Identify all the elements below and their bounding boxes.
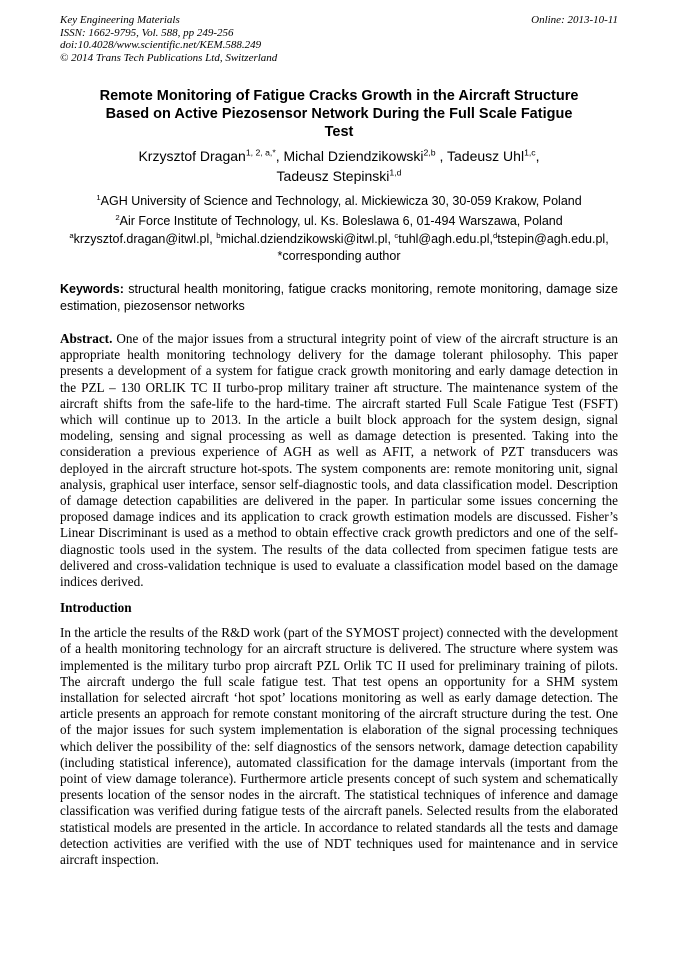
abstract-paragraph: Abstract. One of the major issues from a structural integrity point of view of the aircraft structure is an appropriate health monitoring technology delivery for the damage tolerant philosophy. This paper presents a development of a system for fatigue crack growth monitoring and early damage detection in the PZL – 130 ORLIK TC II turbo-prop military trainer aft structure. The maintenance system of the aircraft shifts from the safe-life to the hard-time. The aircraft started Full Scale Fatigue Test (FSFT) which will continue up to 2013. In the article a built block approach for the system design, signal modeling, sensing and signal processing as well as damage detection is presented. Taking into the consideration a previous experience of AGH as well as AFIT, a network of PZT transducers was deployed in the aircraft structure hot-spots. The system components are: remote monitoring unit, signal analysis, graphical user interface, sensor self-diagnostic tools, and data classification model. Description of damage detection capabilities are delivered in the paper. In particular some issues concerning the proposed damage indices and its application to crack growth estimation models are discussed. Fisher’s Linear Discriminant is used as a method to obtain effective crack growth predictors and one of the self-diagnostic tools used in the system. The results of the data collected from specimen fatigue tests are delivered and cross-validation technique is used to evaluate a classification model based on the damage indices derived. bbox=[60, 331, 618, 590]
doi-line: doi:10.4028/www.scientific.net/KEM.588.249 bbox=[60, 39, 262, 51]
keywords-paragraph: Keywords: structural health monitoring, fatigue cracks monitoring, remote monitoring, damage size estimation, piezosensor networks bbox=[60, 282, 618, 313]
author-line-2: Tadeusz Stepinski$^{1,d}$ bbox=[276, 167, 402, 184]
author-line-1: Krzysztof Dragan$^{1, 2, a,*}$, Michal Dziendzikowski$^{2,b}$ , Tadeusz Uhl$^{1,c}$, bbox=[138, 147, 540, 164]
paper-title-line-2: Based on Active Piezosensor Network During the Full Scale Fatigue bbox=[105, 106, 573, 122]
affiliations bbox=[60, 191, 618, 231]
introduction-paragraph: In the article the results of the R&D work (part of the SYMOST project) connected with the development of a health monitoring technology for an aircraft structure is delivered. The structure where system was implemented is the military turbo prop aircraft PZL Orlik TC II used for preliminary training of pilots. The aircraft undergo the full scale fatigue test. That test opens an opportunity for a SHM system installation for selected aircraft ‘hot spot’ locations monitoring as well as early damage detection. The article presents an approach for remote constant monitoring of the aircraft structure during the test. One of the major issues for such system implementation is elaboration of the signal processing techniques which deliver the possibility of the: self diagnostics of the sensors network, damage detection capability (including statistical inference), automated classification for the damage intervals (important from the point of view damage tolerance). Furthermore article presents concept of such system and schematically presents location of the sensor nodes in the aircraft. The statistical techniques of inference and damage classification was verified during fatigue tests of the aircraft panels. Selected results from the elaborated statistical models are presented in the article. In accordance to related standards all the tests and damage detection activities are verified with the use of NDT techniques used for maintenance and in service aircraft inspection. bbox=[60, 625, 618, 868]
affiliation-2: $^2$Air Force Institute of Technology, ul. Ks. Boleslawa 6, 01-494 Warszawa, Poland bbox=[115, 212, 563, 228]
affiliation-1: $^1$AGH University of Science and Technology, al. Mickiewicza 30, 30-059 Krakow, Poland bbox=[96, 192, 582, 208]
paper-title bbox=[60, 87, 618, 141]
journal-title: Key Engineering Materials bbox=[60, 14, 180, 26]
journal-header bbox=[60, 14, 618, 64]
paper-title-line-1: Remote Monitoring of Fatigue Cracks Growth in the Aircraft Structure bbox=[99, 88, 579, 104]
copyright-line: © 2014 Trans Tech Publications Ltd, Switzerland bbox=[60, 51, 278, 64]
email-line: $^a$krzysztof.dragan@itwl.pl, $^b$michal.dziendzikowski@itwl.pl, $^c$tuhl@agh.edu.pl,$^d$tstepin@agh.edu.pl, bbox=[69, 230, 609, 246]
author-emails bbox=[60, 231, 618, 265]
journal-info-block bbox=[60, 14, 277, 64]
paper-title-line-3: Test bbox=[324, 124, 354, 140]
corresponding-author-note: *corresponding author bbox=[277, 249, 401, 263]
online-date: Online: 2013-10-11 bbox=[531, 14, 618, 26]
issn-line: ISSN: 1662-9795, Vol. 588, pp 249-256 bbox=[60, 26, 234, 39]
section-heading-introduction: Introduction bbox=[60, 600, 132, 616]
author-list bbox=[60, 146, 618, 186]
